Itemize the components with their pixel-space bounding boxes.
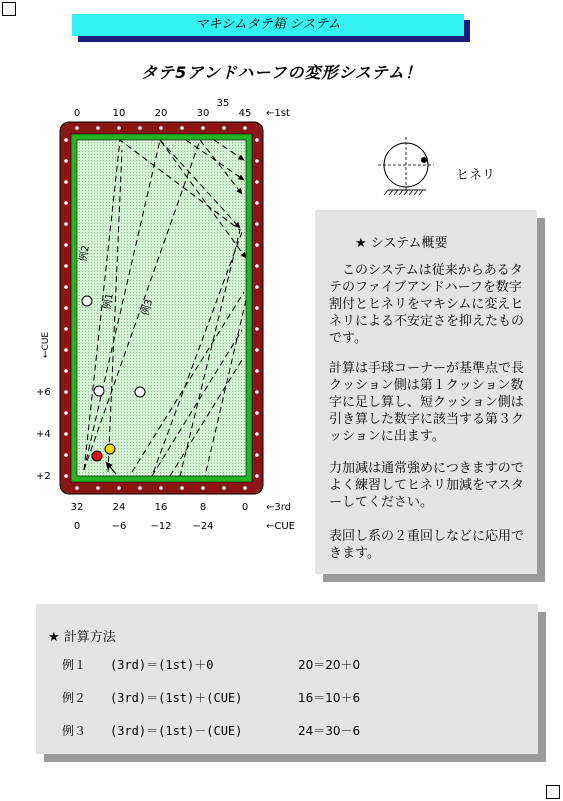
page-headline: タテ5アンドハーフの変形システム！ bbox=[141, 63, 422, 82]
bottom-3rd-cushion-label: ←3rd bbox=[266, 502, 292, 513]
bottom-cue-label-0: 0 bbox=[73, 521, 81, 532]
path-label-ex1: 例1 bbox=[102, 292, 116, 311]
diamond-top-7 bbox=[222, 126, 226, 130]
calc-result: 20＝20＋0 bbox=[298, 658, 361, 672]
diamond-top-6 bbox=[201, 126, 205, 130]
diamond-right-0 bbox=[255, 138, 259, 142]
calc-formula: (3rd)＝(1st)－(CUE) bbox=[110, 724, 243, 738]
left-label-plus4: +4 bbox=[36, 429, 51, 440]
diamond-left-7 bbox=[64, 285, 68, 289]
calc-example-label: 例３ bbox=[62, 724, 87, 738]
diamond-bottom-5 bbox=[180, 486, 184, 490]
left-label-plus6: +6 bbox=[36, 387, 51, 398]
diamond-right-11 bbox=[255, 369, 259, 373]
diamond-bottom-0 bbox=[75, 486, 79, 490]
diamond-top-8 bbox=[243, 126, 247, 130]
diamond-right-8 bbox=[255, 306, 259, 310]
calc-example-label: 例１ bbox=[62, 658, 87, 672]
diamond-right-7 bbox=[255, 285, 259, 289]
left-cue-label: ←CUE bbox=[41, 331, 51, 358]
calc-result: 16＝10＋6 bbox=[298, 691, 361, 705]
diamond-right-6 bbox=[255, 264, 259, 268]
diamond-left-12 bbox=[64, 390, 68, 394]
summary-paragraph-4: 表回し系の２重回しなどに応用できます。 bbox=[329, 529, 525, 561]
calc-formula: (3rd)＝(1st)＋0 bbox=[110, 658, 214, 672]
white-ball-1 bbox=[82, 296, 92, 306]
diamond-top-5 bbox=[180, 126, 184, 130]
bottom-3rd-label-32: 32 bbox=[70, 502, 84, 513]
diamond-top-4 bbox=[159, 126, 163, 130]
summary-heading: ★ システム概要 bbox=[355, 236, 448, 251]
calc-heading: ★ 計算方法 bbox=[48, 630, 116, 645]
diamond-right-4 bbox=[255, 222, 259, 226]
diamond-left-3 bbox=[64, 201, 68, 205]
diamond-bottom-7 bbox=[222, 486, 226, 490]
diamond-left-6 bbox=[64, 264, 68, 268]
diamond-right-9 bbox=[255, 327, 259, 331]
calc-formula: (3rd)＝(1st)＋(CUE) bbox=[110, 691, 243, 705]
diamond-right-13 bbox=[255, 411, 259, 415]
diamond-left-2 bbox=[64, 180, 68, 184]
top-label-10: 10 bbox=[112, 108, 126, 119]
diamond-left-16 bbox=[64, 474, 68, 478]
white-ball-2 bbox=[94, 386, 104, 396]
band-title: マキシムタテ箱 システム bbox=[195, 17, 341, 32]
summary-paragraph-2: 計算は手球コーナーが基準点で長クッション側は第１クッション数字に足し算し、短クッション側は引き算した数字に該当する第３クッションに出ます。 bbox=[329, 361, 525, 444]
diamond-left-14 bbox=[64, 432, 68, 436]
bottom-cue-cushion-label: ←CUE bbox=[266, 521, 295, 532]
diamond-right-12 bbox=[255, 390, 259, 394]
diamond-right-1 bbox=[255, 159, 259, 163]
diamond-right-14 bbox=[255, 432, 259, 436]
diamond-bottom-2 bbox=[117, 486, 121, 490]
calculation-method-panel bbox=[36, 604, 538, 754]
diamond-left-11 bbox=[64, 369, 68, 373]
hineri-label: ヒネリ bbox=[456, 168, 496, 183]
top-label-30: 30 bbox=[196, 108, 210, 119]
hineri-spin-icon bbox=[378, 137, 434, 195]
bottom-cue-label-minus12: −12 bbox=[150, 521, 172, 532]
left-label-plus2: +2 bbox=[36, 471, 51, 482]
bottom-3rd-label-16: 16 bbox=[154, 502, 168, 513]
top-cushion-label: ←1st bbox=[266, 108, 290, 119]
diamond-left-8 bbox=[64, 306, 68, 310]
yellow-ball bbox=[105, 444, 115, 454]
top-label-20: 20 bbox=[154, 108, 168, 119]
diamond-right-5 bbox=[255, 243, 259, 247]
white-ball-3 bbox=[135, 387, 145, 397]
diamond-right-15 bbox=[255, 453, 259, 457]
red-ball bbox=[92, 451, 102, 461]
system-summary-panel bbox=[315, 210, 537, 574]
diamond-bottom-3 bbox=[138, 486, 142, 490]
summary-paragraph-3: 力加減は通常強めにつきますのでよく練習してヒネリ加減をマスターしてください。 bbox=[329, 461, 525, 510]
diamond-left-9 bbox=[64, 327, 68, 331]
bottom-3rd-label-0: 0 bbox=[241, 502, 249, 513]
path-label-ex2: 例2 bbox=[78, 244, 92, 263]
bottom-3rd-label-8: 8 bbox=[199, 502, 207, 513]
bottom-cue-label-minus24: −24 bbox=[192, 521, 214, 532]
diamond-left-13 bbox=[64, 411, 68, 415]
calc-result: 24＝30－6 bbox=[298, 724, 361, 738]
diamond-left-5 bbox=[64, 243, 68, 247]
diamond-left-1 bbox=[64, 159, 68, 163]
diamond-right-3 bbox=[255, 201, 259, 205]
bottom-cue-label-minus6: −6 bbox=[111, 521, 127, 532]
diamond-bottom-1 bbox=[96, 486, 100, 490]
diamond-top-3 bbox=[138, 126, 142, 130]
diamond-left-10 bbox=[64, 348, 68, 352]
diamond-top-1 bbox=[96, 126, 100, 130]
diamond-left-0 bbox=[64, 138, 68, 142]
diamond-bottom-6 bbox=[201, 486, 205, 490]
top-label-35: 35 bbox=[216, 98, 230, 109]
diamond-right-16 bbox=[255, 474, 259, 478]
diamond-right-10 bbox=[255, 348, 259, 352]
bottom-3rd-label-24: 24 bbox=[112, 502, 126, 513]
diamond-right-2 bbox=[255, 180, 259, 184]
diamond-top-0 bbox=[75, 126, 79, 130]
diamond-top-2 bbox=[117, 126, 121, 130]
summary-paragraph-1: このシステムは従来からあるタテのファイブアンドハーフを数字割付とヒネリをマキシムに変えヒネリによる不安定さを抑えたものです。 bbox=[329, 263, 525, 346]
diamond-left-15 bbox=[64, 453, 68, 457]
calc-example-label: 例２ bbox=[62, 691, 87, 705]
top-label-0: 0 bbox=[73, 108, 81, 119]
diamond-bottom-4 bbox=[159, 486, 163, 490]
top-label-45: 45 bbox=[238, 108, 252, 119]
path-label-ex3: 例3 bbox=[140, 298, 156, 317]
diamond-bottom-8 bbox=[243, 486, 247, 490]
diamond-left-4 bbox=[64, 222, 68, 226]
